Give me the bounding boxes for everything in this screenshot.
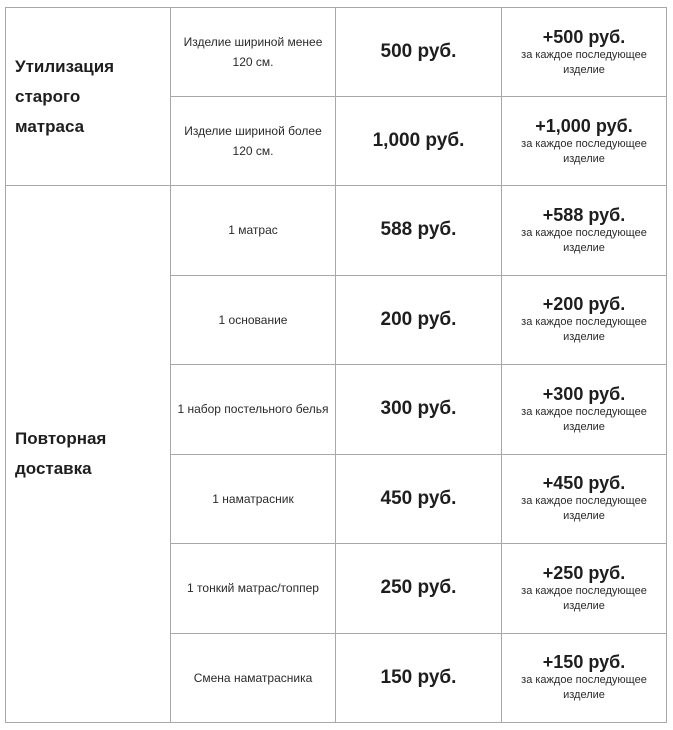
item-price: 500 руб. — [336, 8, 502, 97]
table-row — [6, 186, 667, 276]
extra-note: за каждое последующее изделие — [521, 48, 647, 76]
item-price: 450 руб. — [336, 454, 502, 544]
extra-note: за каждое последующее изделие — [521, 226, 647, 254]
additional-item-price — [502, 275, 667, 365]
additional-item-price — [502, 97, 667, 186]
item-description: 1 матрас — [171, 186, 336, 276]
price-table — [5, 7, 667, 723]
item-description: Смена наматрасника — [171, 633, 336, 723]
additional-item-price — [502, 544, 667, 634]
extra-note: за каждое последующее изделие — [521, 137, 647, 165]
item-price: 150 руб. — [336, 633, 502, 723]
additional-item-price — [502, 365, 667, 455]
extra-note: за каждое последующее изделие — [521, 316, 647, 344]
additional-item-price — [502, 8, 667, 97]
extra-note: за каждое последующее изделие — [521, 584, 647, 612]
item-price: 250 руб. — [336, 544, 502, 634]
extra-price: +450 руб. — [542, 473, 626, 494]
item-description: Изделие шириной более 120 см. — [171, 97, 336, 186]
item-description: 1 набор постельного белья — [171, 365, 336, 455]
additional-item-price — [502, 454, 667, 544]
item-price: 1,000 руб. — [336, 97, 502, 186]
item-price: 588 руб. — [336, 186, 502, 276]
table-row — [6, 8, 667, 97]
extra-price: +1,000 руб. — [535, 115, 633, 136]
extra-price: +200 руб. — [542, 294, 626, 315]
extra-price: +250 руб. — [542, 562, 626, 583]
extra-price: +588 руб. — [542, 204, 626, 225]
extra-price: +150 руб. — [542, 652, 626, 673]
item-price: 200 руб. — [336, 275, 502, 365]
item-description: 1 наматрасник — [171, 454, 336, 544]
extra-note: за каждое последующее изделие — [521, 495, 647, 523]
additional-item-price — [502, 186, 667, 276]
extra-note: за каждое последующее изделие — [521, 674, 647, 702]
extra-price: +300 руб. — [542, 383, 626, 404]
additional-item-price — [502, 633, 667, 723]
item-description: 1 основание — [171, 275, 336, 365]
service-category: Повторная доставка — [6, 186, 171, 723]
service-category: Утилизация старого матраса — [6, 8, 171, 186]
item-description: Изделие шириной менее 120 см. — [171, 8, 336, 97]
extra-note: за каждое последующее изделие — [521, 405, 647, 433]
item-description: 1 тонкий матрас/топпер — [171, 544, 336, 634]
extra-price: +500 руб. — [542, 26, 626, 47]
item-price: 300 руб. — [336, 365, 502, 455]
